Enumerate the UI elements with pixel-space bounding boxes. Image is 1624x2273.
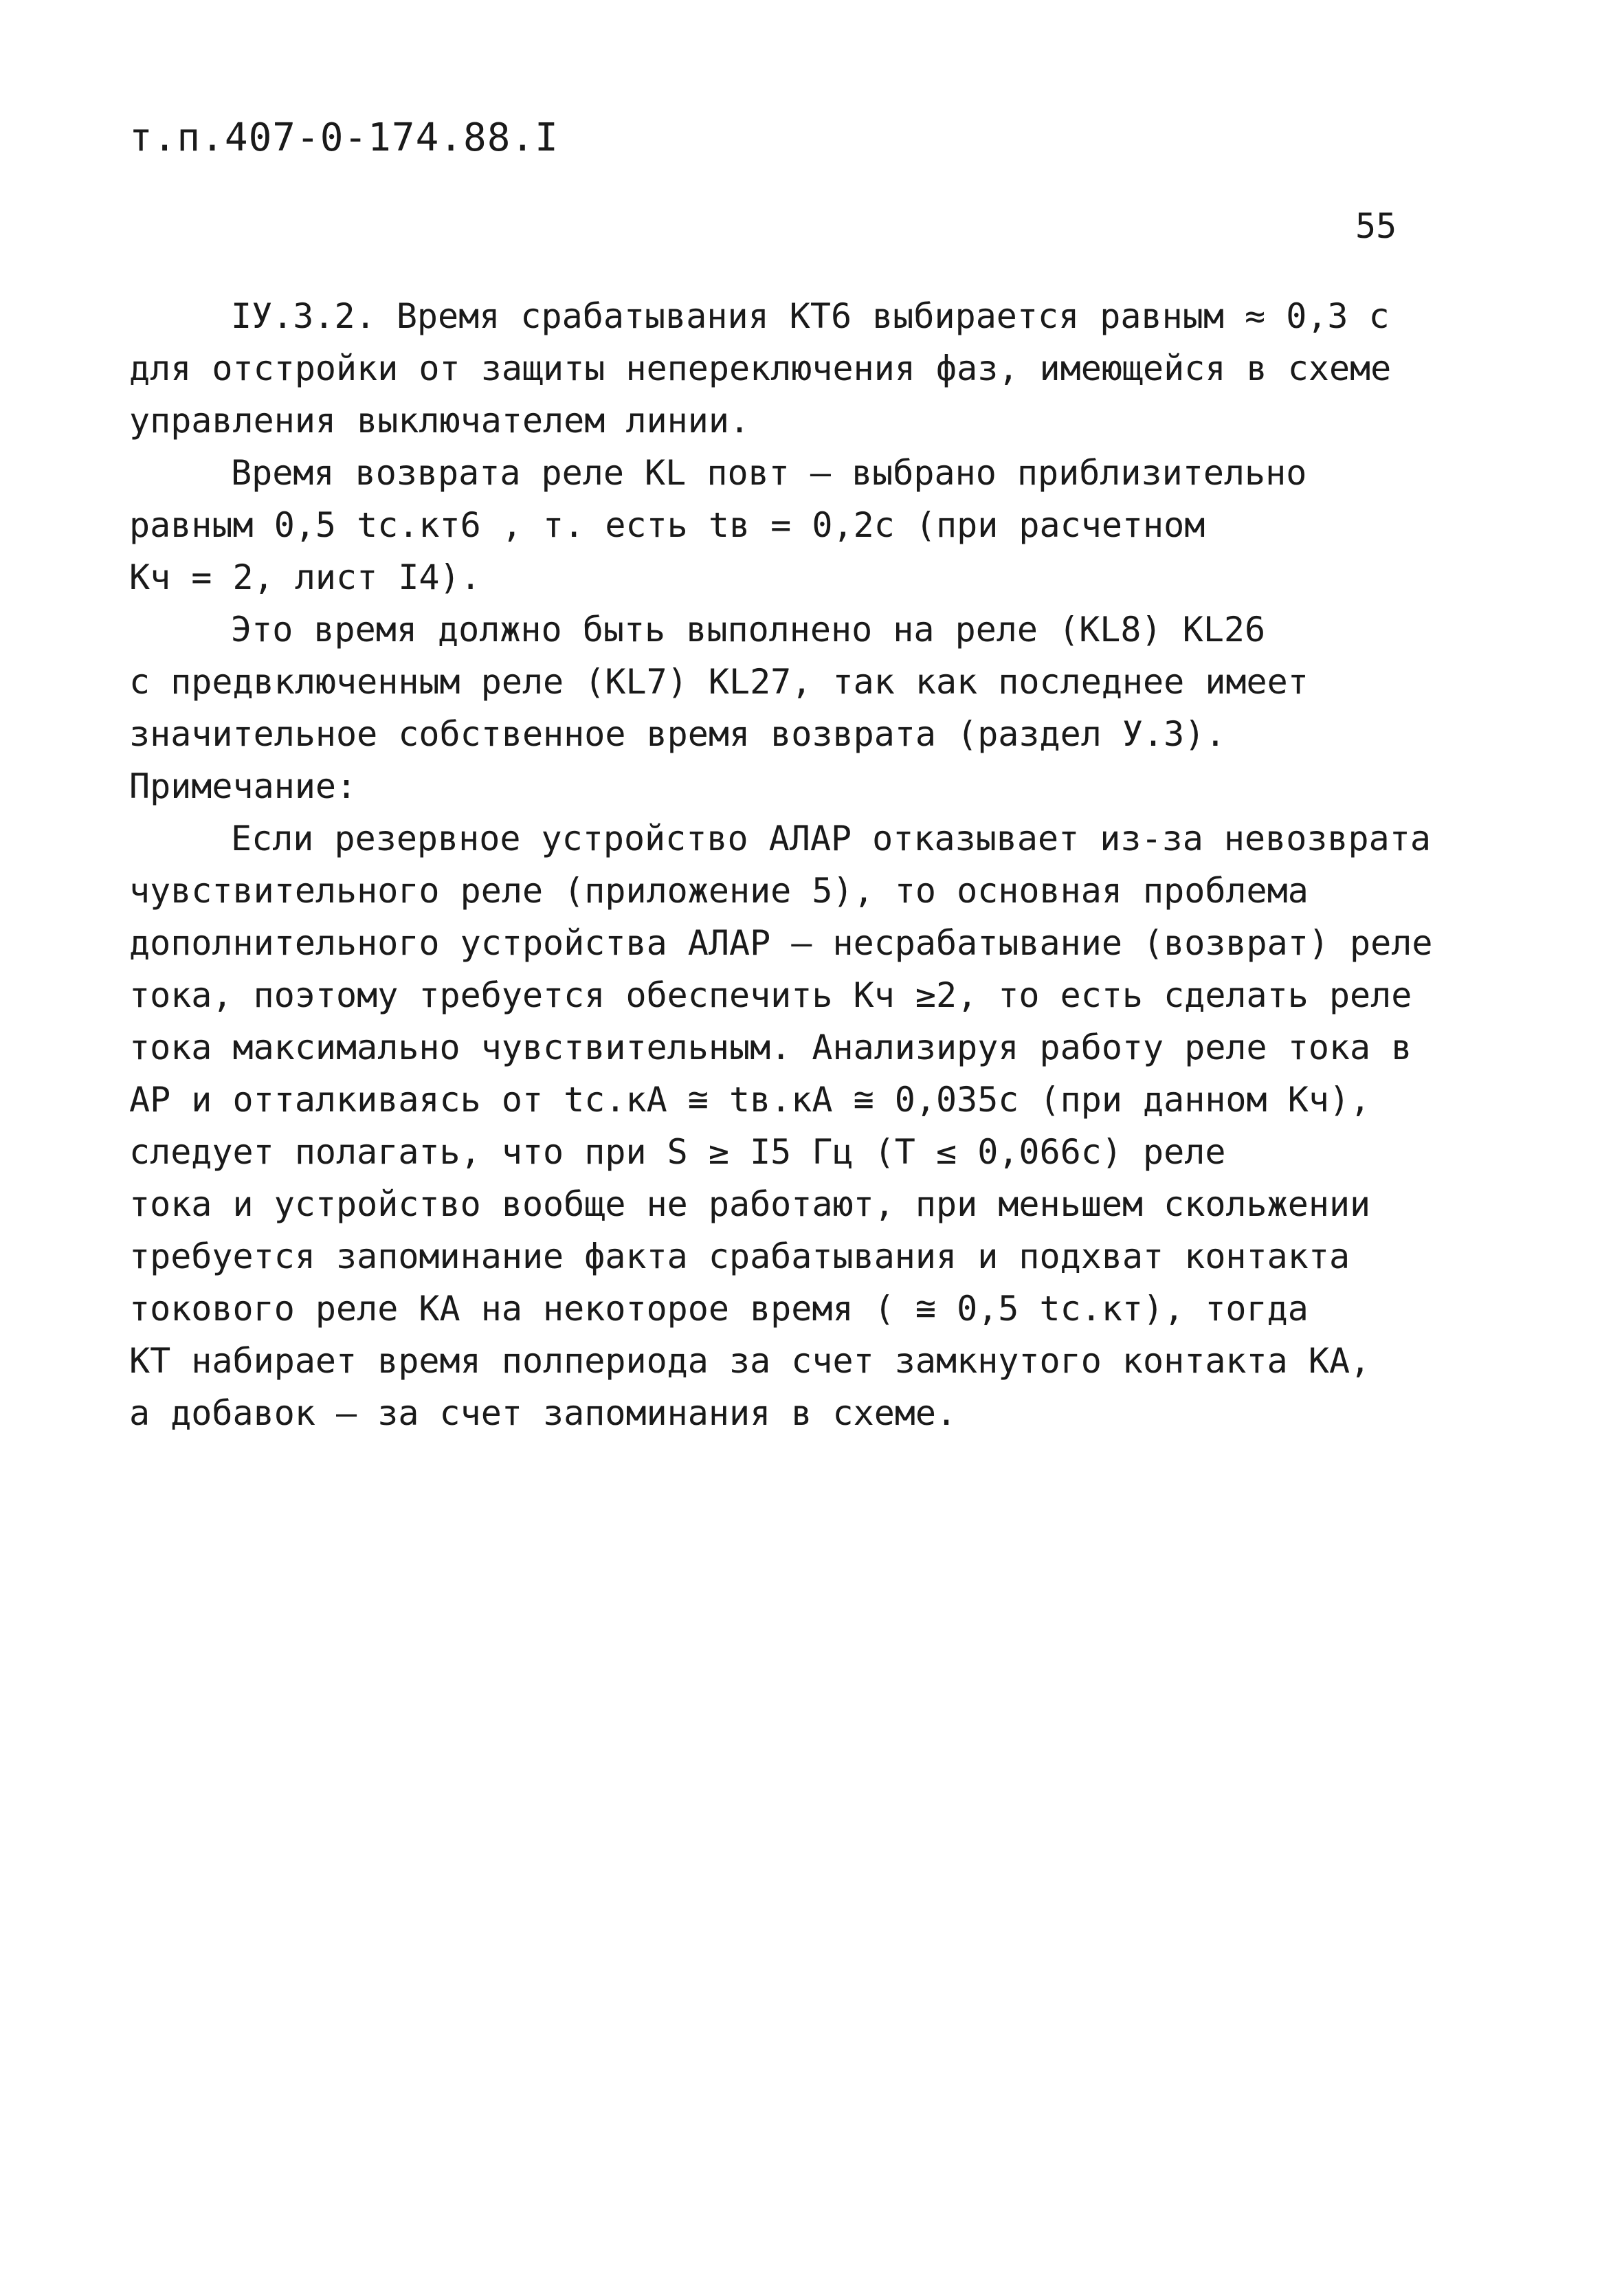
text-line: равным 0,5 tс.кт6 , т. есть tв = 0,2с (при расчетном [129, 505, 1205, 545]
text-line: тока и устройство вообще не работают, при меньшем скольжении [129, 1184, 1371, 1224]
text-line: требуется запоминание факта срабатывания и подхват контакта [129, 1237, 1350, 1276]
text-line: Кч = 2, лист I4). [129, 557, 481, 597]
text-line: с предвключенным реле (KL7) KL27, так как последнее имеет [129, 662, 1309, 702]
body-text [129, 290, 1476, 1439]
text-line: а добавок – за счет запоминания в схеме. [129, 1393, 957, 1433]
text-line: Время возврата реле KL повт – выбрано приблизительно [231, 453, 1307, 493]
text-line: Это время должно быть выполнено на реле (KL8) KL26 [231, 610, 1266, 650]
text-line: тока, поэтому требуется обеспечить Кч ≥2, то есть сделать реле [129, 975, 1412, 1015]
text-line: АР и отталкиваясь от tс.кА ≅ tв.кА ≅ 0,035с (при данном Кч), [129, 1080, 1371, 1120]
text-line: управления выключателем линии. [129, 401, 750, 441]
page-number: 55 [1355, 206, 1397, 246]
text-line: чувствительного реле (приложение 5), то основная проблема [129, 871, 1309, 911]
text-line: токового реле КА на некоторое время ( ≅ 0,5 tс.кт), тогда [129, 1289, 1309, 1329]
text-line: тока максимально чувствительным. Анализируя работу реле тока в [129, 1028, 1412, 1067]
note-heading: Примечание: [129, 766, 357, 806]
text-line: дополнительного устройства АЛАР – несрабатывание (возврат) реле [129, 923, 1433, 963]
text-line: следует полагать, что при S ≥ I5 Гц (Т ≤ 0,066с) реле [129, 1132, 1226, 1172]
text-line: КТ набирает время полпериода за счет замкнутого контакта КА, [129, 1341, 1371, 1381]
text-line: значительное собственное время возврата (раздел У.3). [129, 714, 1226, 754]
document-code: т.п.407-0-174.88.I [129, 115, 559, 160]
text-line: для отстройки от защиты непереключения фаз, имеющейся в схеме [129, 348, 1392, 388]
text-line: Если резервное устройство АЛАР отказывает из-за невозврата [231, 819, 1431, 858]
text-line: IУ.3.2. Время срабатывания КТ6 выбирается равным ≈ 0,3 с [231, 296, 1390, 336]
